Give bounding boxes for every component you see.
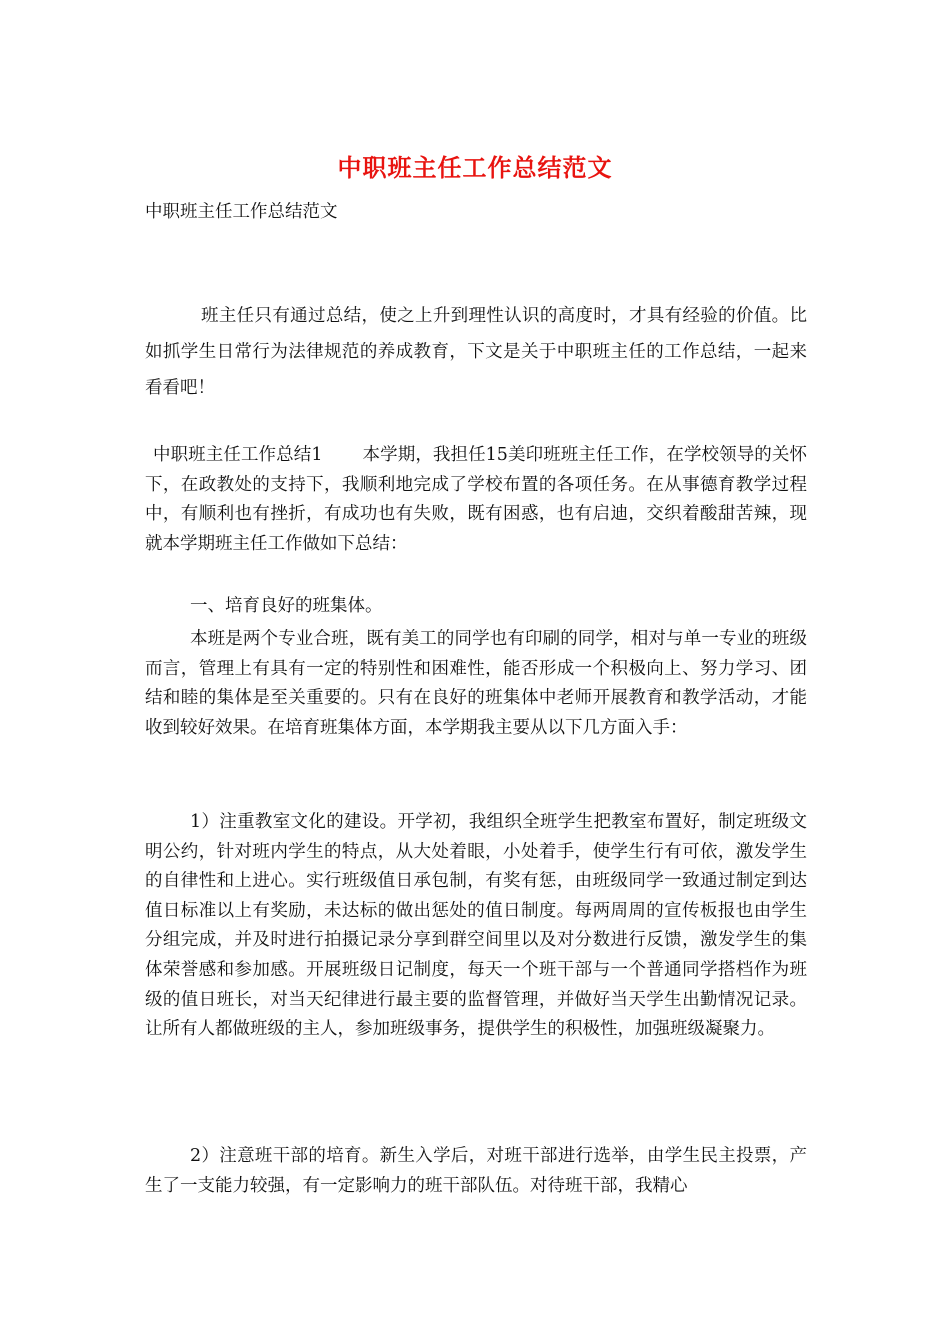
document-subtitle: 中职班主任工作总结范文	[145, 202, 338, 222]
body-paragraph-3: 2）注意班干部的培育。新生入学后，对班干部进行选举，由学生民主投票，产生了一支能力较强，有一定影响力的班干部队伍。对待班干部，我精心	[145, 1146, 807, 1196]
document-title: 中职班主任工作总结范文	[337, 153, 613, 182]
body-paragraph-2: 1）注重教室文化的建设。开学初，我组织全班学生把教室布置好，制定班级文明公约，针对班内学生的特点，从大处着眼，小处着手，使学生行有可依，激发学生的自律性和上进心。实行班级值日承包制，有奖有惩，由班级同学一致通过制定到达值日标准以上有奖励，未达标的做出惩处的值日制度。每两周周的宣传板报也由学生分组完成，并及时进行拍摄记录分享到群空间里以及对分数进行反馈，激发学生的集体荣誉感和参加感。开展班级日记制度，每天一个班干部与一个普通同学搭档作为班级的值日班长，对当天纪律进行最主要的监督管理，并做好当天学生出勤情况记录。让所有人都做班级的主人，参加班级事务，提供学生的积极性，加强班级凝聚力。	[145, 812, 807, 1040]
section-1-label: 中职班主任工作总结1	[153, 445, 323, 465]
section-1-text: 本学期，我担任15美印班班主任工作，在学校领导的关怀下，在政教处的支持下，我顺利地完成了学校布置的各项任务。在从事德育教学过程中，有顺利也有挫折，有成功也有失败，既有困惑，也有启迪，交织着酸甜苦辣，现就本学期班主任工作做如下总结：	[145, 445, 807, 554]
body-paragraph-1: 本班是两个专业合班，既有美工的同学也有印刷的同学，相对与单一专业的班级而言，管理上有具有一定的特别性和困难性，能否形成一个积极向上、努力学习、团结和睦的集体是至关重要的。只有在良好的班集体中老师开展教育和教学活动，才能收到较好效果。在培育班集体方面，本学期我主要从以下几方面入手：	[145, 629, 807, 738]
intro-paragraph: 班主任只有通过总结，使之上升到理性认识的高度时，才具有经验的价值。比如抓学生日常行为法律规范的养成教育，下文是关于中职班主任的工作总结，一起来看看吧！	[145, 306, 807, 398]
section-1-paragraph	[145, 441, 807, 559]
section-heading: 一、培育良好的班集体。	[190, 596, 383, 616]
